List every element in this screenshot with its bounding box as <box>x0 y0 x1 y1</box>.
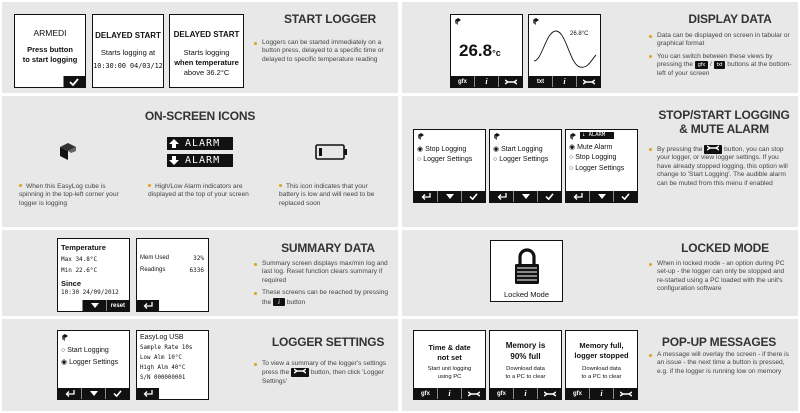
button-label: gfx <box>573 390 582 397</box>
screen-button-bar <box>529 76 600 87</box>
wrench-icon <box>505 79 517 85</box>
button-label: gfx <box>497 390 506 397</box>
popup-title: 90% full <box>510 352 541 361</box>
panel-locked-mode <box>402 230 798 316</box>
cube-logo-icon <box>569 132 577 140</box>
option-label: Logger Settings <box>423 156 473 163</box>
screen-button-bar <box>414 191 485 202</box>
bullet-text-part: button, you can stop your logger, or view logger settings. If you have already stopped logging, this option will change to 'Start Logging'. The audible alarm can be muted from this menu if enabled <box>657 146 788 187</box>
info-icon: i <box>524 389 527 398</box>
menu-option[interactable]: ○ Stop Logging <box>569 154 617 161</box>
lcd-screen-locked <box>490 240 563 302</box>
screen-heading: ARMEDI <box>33 28 67 38</box>
panel-title: SUMMARY DATA <box>281 241 375 255</box>
readings-label: Readings <box>140 267 166 273</box>
bullet-text: Summary screen displays max/min log and last log. Reset function clears summary if required <box>253 260 393 285</box>
panel-title: LOGGER SETTINGS <box>271 335 385 349</box>
easylog-cube-icon <box>57 140 79 162</box>
panel-title: POP-UP MESSAGES <box>661 335 777 349</box>
menu-option-selected[interactable]: ◉ Logger Settings <box>61 359 119 366</box>
screen-line: Starts logging <box>183 48 230 57</box>
alarm-label: ALARM <box>185 155 221 166</box>
mem-used-label: Mem Used <box>140 255 170 261</box>
alarm-indicator: ↓ ALARM <box>580 132 614 139</box>
option-label: Mute Alarm <box>577 144 613 151</box>
option-label: Start Logging <box>67 347 109 354</box>
lcd-screen-armed <box>14 14 86 88</box>
settings-button[interactable] <box>461 388 485 399</box>
panel-display-data <box>402 2 798 93</box>
screen-button-bar <box>58 388 129 399</box>
wrench-icon <box>294 368 306 374</box>
bullet-text-part: buttons at the bottom-left of your screen <box>657 61 792 77</box>
back-button[interactable] <box>566 191 589 202</box>
screen-button-bar <box>58 300 129 311</box>
reading-value: 26.8 <box>459 41 493 60</box>
lcd-screen-delayed-temp <box>169 14 244 88</box>
menu-option[interactable]: ○ Logger Settings <box>569 165 625 172</box>
return-arrow-icon <box>421 193 431 200</box>
screen-heading: DELAYED START <box>95 31 161 40</box>
summary-heading: Temperature <box>61 243 106 252</box>
button-slot-empty <box>159 388 208 399</box>
wrench-key <box>704 145 722 154</box>
txt-button[interactable] <box>529 76 552 87</box>
confirm-button[interactable] <box>537 191 561 202</box>
screen-heading: DELAYED START <box>173 30 240 39</box>
popup-body: to a PC to clear <box>505 374 546 380</box>
popup-title: Memory is <box>505 341 546 350</box>
bullet-list <box>648 351 794 380</box>
padlock-icon <box>511 247 543 285</box>
button-label: txt <box>536 78 545 85</box>
checkmark-icon <box>545 193 554 200</box>
cube-logo-icon <box>61 333 69 341</box>
panel-title: START LOGGER <box>283 12 377 26</box>
bullet-list <box>648 145 794 192</box>
bullet-list <box>253 360 393 390</box>
option-label: Stop Logging <box>575 154 617 161</box>
reading-unit: °c <box>492 48 501 58</box>
wrench-icon <box>583 79 595 85</box>
confirm-button[interactable] <box>105 388 129 399</box>
caption-text: High/Low Alarm indicators are displayed at the top of your screen <box>148 183 249 199</box>
alarm-label: ALARM <box>588 132 606 138</box>
down-button[interactable] <box>82 300 105 311</box>
bullet-list <box>253 260 393 307</box>
screen-button-bar <box>414 388 485 399</box>
screen-button-bar <box>566 388 637 399</box>
down-button[interactable] <box>513 191 537 202</box>
lcd-screen-settings-summary <box>136 330 209 400</box>
caption-alarm <box>148 183 253 200</box>
popup-body: Download data <box>506 366 545 372</box>
button-label: gfx <box>421 390 430 397</box>
popup-title: not set <box>437 353 462 362</box>
checkmark-icon <box>69 78 79 86</box>
bullet-text <box>253 289 393 307</box>
back-button[interactable] <box>137 388 159 399</box>
bullet-text: Data can be displayed on screen in tabular or graphical format <box>648 32 792 49</box>
bullet-list <box>648 32 792 82</box>
screen-button-bar <box>490 388 561 399</box>
screen-button-bar <box>566 191 637 202</box>
mem-used-value: 32% <box>193 255 204 262</box>
panel-stop-start-logging <box>402 96 798 227</box>
lcd-screen-popup-memory-90 <box>489 330 562 400</box>
lcd-screen-delayed-time <box>92 14 164 88</box>
down-button[interactable] <box>81 388 105 399</box>
screen-line: when temperature <box>174 58 239 67</box>
battery-low-icon <box>315 143 349 161</box>
wrench-key <box>291 368 309 377</box>
info-icon: i <box>600 389 603 398</box>
info-button[interactable] <box>437 388 461 399</box>
bullet-text: Loggers can be started immediately on a button press, delayed to a specific time or delayed to specific temperature reading <box>253 39 391 64</box>
caption-text: When this EasyLog cube is spinning in the top-left corner your logger is logging <box>19 183 119 207</box>
screen-line: Starts logging at <box>100 48 156 57</box>
bullet-list <box>253 39 391 68</box>
cube-logo-icon <box>493 132 501 140</box>
bullet-text-part: button <box>286 298 306 306</box>
gfx-key: gfx <box>695 61 708 69</box>
screen-button-bar <box>15 76 85 87</box>
wrench-icon <box>707 145 719 151</box>
settings-button[interactable] <box>576 76 600 87</box>
panel-logger-settings <box>2 319 398 411</box>
lcd-screen-start-menu <box>489 129 562 203</box>
lcd-screen-text-view <box>450 14 523 88</box>
popup-body: Start unit logging <box>427 366 472 372</box>
panel-popup-messages <box>402 319 798 411</box>
lcd-screen-graph-view <box>528 14 601 88</box>
lcd-screen-summary-memory <box>136 238 209 312</box>
confirm-button[interactable] <box>63 76 85 87</box>
button-slot-empty <box>58 300 82 311</box>
alarm-high-indicator <box>167 137 233 150</box>
screen-button-bar <box>490 191 561 202</box>
temperature-reading <box>459 41 501 61</box>
locked-mode-label: Locked Mode <box>503 290 550 299</box>
panel-title: & MUTE ALARM <box>679 122 769 136</box>
menu-option-selected[interactable]: ◉ Start Logging <box>493 146 543 153</box>
txt-key: txt <box>714 61 726 69</box>
graph-reading: 26.8°C <box>570 31 589 37</box>
info-icon: i <box>485 77 488 86</box>
arrow-down-icon <box>167 155 181 166</box>
caption-text: This icon indicates that your battery is low and will need to be replaced soon <box>279 183 375 207</box>
info-icon: i <box>448 389 451 398</box>
summary-min: Min 22.6°C <box>61 267 98 274</box>
option-label: Logger Settings <box>69 359 119 366</box>
menu-option[interactable]: ○ Start Logging <box>61 347 109 354</box>
alarm-low-indicator <box>167 154 233 167</box>
screen-line: above 36.2°C <box>183 68 230 77</box>
bullet-text <box>648 145 794 188</box>
panel-start-logger <box>2 2 398 93</box>
info-button[interactable] <box>589 388 613 399</box>
wrench-icon <box>468 391 480 397</box>
triangle-down-icon <box>90 391 98 396</box>
panel-summary-data <box>2 230 398 316</box>
screen-button-bar <box>451 76 522 87</box>
reset-button[interactable] <box>106 300 129 311</box>
screen-line: to start logging <box>22 55 78 64</box>
lcd-screen-popup-memory-full <box>565 330 638 400</box>
back-button[interactable] <box>58 388 81 399</box>
popup-body: Download data <box>582 366 621 372</box>
menu-option-selected[interactable]: ◉ Mute Alarm <box>569 144 613 151</box>
triangle-down-icon <box>446 194 454 199</box>
down-button[interactable] <box>437 191 461 202</box>
temperature-graph <box>532 25 598 75</box>
screen-button-bar <box>137 388 208 399</box>
bullet-list <box>648 260 794 298</box>
cube-logo-icon <box>417 132 425 140</box>
summary-since: Since <box>61 279 82 288</box>
lcd-screen-popup-time <box>413 330 486 400</box>
lcd-screen-mute-menu <box>565 129 638 203</box>
back-button[interactable] <box>414 191 437 202</box>
button-slot-empty <box>15 76 39 87</box>
bullet-text-part: button, then click 'Logger Settings' <box>262 369 384 385</box>
button-slot-empty <box>39 76 63 87</box>
confirm-button[interactable] <box>613 191 637 202</box>
screen-line: Press button <box>27 45 73 54</box>
summary-date: 10:30 24/09/2012 <box>61 289 119 296</box>
panel-onscreen-icons <box>2 96 398 227</box>
gfx-button[interactable] <box>451 76 474 87</box>
popup-body: to a PC to clear <box>581 374 622 380</box>
caption-battery <box>279 183 387 208</box>
back-button[interactable] <box>137 300 159 311</box>
checkmark-icon <box>113 390 122 397</box>
down-button[interactable] <box>589 191 613 202</box>
gfx-button[interactable] <box>414 388 437 399</box>
popup-title: logger stopped <box>574 351 629 360</box>
wrench-icon <box>544 391 556 397</box>
button-label: reset <box>110 302 126 309</box>
panel-title: STOP/START LOGGING <box>658 108 790 122</box>
settings-row: S/N 000000001 <box>140 375 186 381</box>
gfx-button[interactable] <box>490 388 513 399</box>
info-icon: i <box>563 77 566 86</box>
panel-title: DISPLAY DATA <box>688 12 772 26</box>
caption-cube <box>19 183 129 208</box>
cube-logo-icon <box>454 17 462 25</box>
settings-heading: EasyLog USB <box>140 334 184 341</box>
alarm-label: ALARM <box>185 138 221 149</box>
triangle-down-icon <box>522 194 530 199</box>
button-slot-empty <box>159 300 208 311</box>
return-arrow-icon <box>143 302 153 309</box>
screen-line: 10:30:00 04/03/12 <box>93 62 163 70</box>
panel-title: LOCKED MODE <box>681 241 769 255</box>
bullet-text-part: To view a summary of the logger's settings press the <box>262 360 387 377</box>
info-key: i <box>273 298 285 306</box>
info-button[interactable] <box>474 76 498 87</box>
bullet-text-part: These screens can be reached by pressing the <box>262 289 389 306</box>
popup-title: Memory full, <box>579 341 624 350</box>
lcd-screen-summary-temp <box>57 238 130 312</box>
bullet-text <box>648 53 792 78</box>
cube-logo-icon <box>532 17 540 25</box>
info-button[interactable] <box>552 76 576 87</box>
option-label: Logger Settings <box>499 156 549 163</box>
button-label: gfx <box>458 78 467 85</box>
bullet-text-part: By pressing the <box>657 146 703 153</box>
arrow-up-icon <box>167 138 181 149</box>
panel-title: ON-SCREEN ICONS <box>144 109 256 123</box>
return-arrow-icon <box>143 390 153 397</box>
settings-button[interactable] <box>537 388 561 399</box>
bullet-text: When in locked mode - an option during PC set-up - the logger can only be stopped and re-started using a PC loaded with the unit's configuration software <box>648 260 794 294</box>
bullet-text-part: You can switch between these views by pressing the <box>657 52 773 69</box>
screen-button-bar <box>137 300 208 311</box>
separator: / <box>709 61 712 69</box>
menu-option[interactable]: ○ Logger Settings <box>493 156 549 163</box>
return-arrow-icon <box>573 193 583 200</box>
checkmark-icon <box>621 193 630 200</box>
settings-button[interactable] <box>498 76 522 87</box>
return-arrow-icon <box>497 193 507 200</box>
popup-title: Time & date <box>428 343 471 352</box>
option-label: Stop Logging <box>425 146 467 153</box>
settings-button[interactable] <box>613 388 637 399</box>
gfx-button[interactable] <box>566 388 589 399</box>
readings-value: 6336 <box>189 267 204 274</box>
bullet-text <box>253 360 393 386</box>
triangle-down-icon <box>598 194 606 199</box>
summary-max: Max 34.8°C <box>61 256 98 263</box>
wrench-icon <box>620 391 632 397</box>
settings-row: Low Alm 10°C <box>140 355 182 361</box>
checkmark-icon <box>469 193 478 200</box>
return-arrow-icon <box>65 390 75 397</box>
menu-option-selected[interactable]: ◉ Stop Logging <box>417 146 467 153</box>
triangle-down-icon <box>91 303 99 308</box>
lcd-screen-settings-menu <box>57 330 130 400</box>
option-label: Logger Settings <box>575 165 625 172</box>
confirm-button[interactable] <box>461 191 485 202</box>
bullet-text: A message will overlay the screen - if there is an issue - the next time a button is pressed, e.g. if the logger is running low on memory <box>648 351 794 376</box>
popup-body: using PC <box>437 374 462 380</box>
settings-row: Sample Rate 10s <box>140 345 193 351</box>
option-label: Start Logging <box>501 146 543 153</box>
menu-option[interactable]: ○ Logger Settings <box>417 156 473 163</box>
lcd-screen-stop-menu <box>413 129 486 203</box>
settings-row: High Alm 40°C <box>140 365 186 371</box>
info-button[interactable] <box>513 388 537 399</box>
back-button[interactable] <box>490 191 513 202</box>
